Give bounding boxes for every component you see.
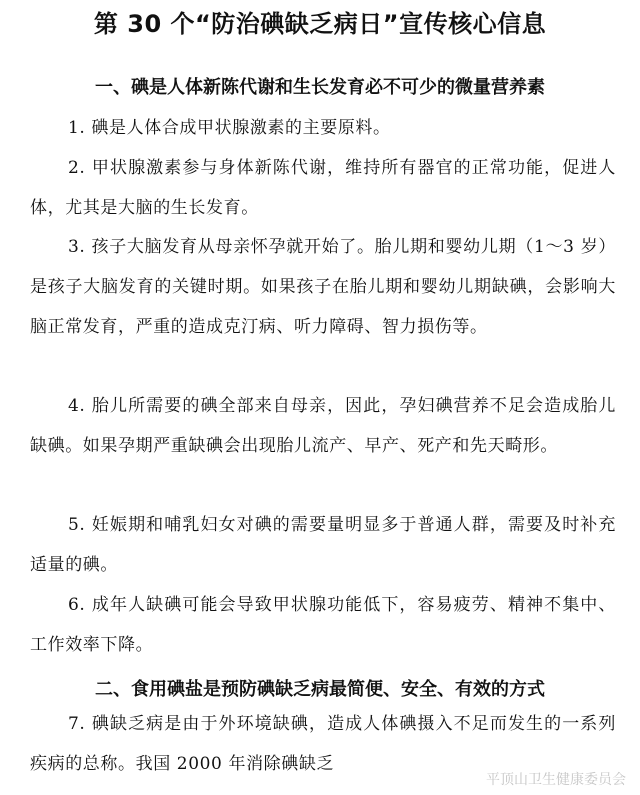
paragraph-7: 7. 碘缺乏病是由于外环境缺碘，造成人体碘摄入不足而发生的一系列疾病的总称。我国 2000 年消除碘缺乏 <box>30 714 616 774</box>
document-title: 第 30 个“防治碘缺乏病日”宣传核心信息 <box>93 10 547 38</box>
paragraph-6: 6. 成年人缺碘可能会导致甲状腺功能低下，容易疲劳、精神不集中、工作效率下降。 <box>30 595 616 655</box>
paragraph-4: 4. 胎儿所需要的碘全部来自母亲，因此，孕妇碘营养不足会造成胎儿缺碘。如果孕期严重缺碘会出现胎儿流产、早产、死产和先天畸形。 <box>30 396 616 456</box>
watermark: 平顶山卫生健康委员会 <box>486 772 626 788</box>
section-heading-1: 一、碘是人体新陈代谢和生长发育必不可少的微量营养素 <box>95 77 545 98</box>
paragraph-3: 3. 孩子大脑发育从母亲怀孕就开始了。胎儿期和婴幼儿期（1～3 岁）是孩子大脑发育的关键时期。如果孩子在胎儿期和婴幼儿期缺碘，会影响大脑正常发育，严重的造成克汀病、听力障碍、智力损伤等。 <box>30 237 616 337</box>
paragraph-2: 2. 甲状腺激素参与身体新陈代谢，维持所有器官的正常功能，促进人体，尤其是大脑的生长发育。 <box>30 158 616 218</box>
section-heading-2: 二、食用碘盐是预防碘缺乏病最简便、安全、有效的方式 <box>95 679 545 700</box>
paragraph-1: 1. 碘是人体合成甲状腺激素的主要原料。 <box>68 118 391 138</box>
paragraph-5: 5. 妊娠期和哺乳妇女对碘的需要量明显多于普通人群，需要及时补充适量的碘。 <box>30 515 616 575</box>
